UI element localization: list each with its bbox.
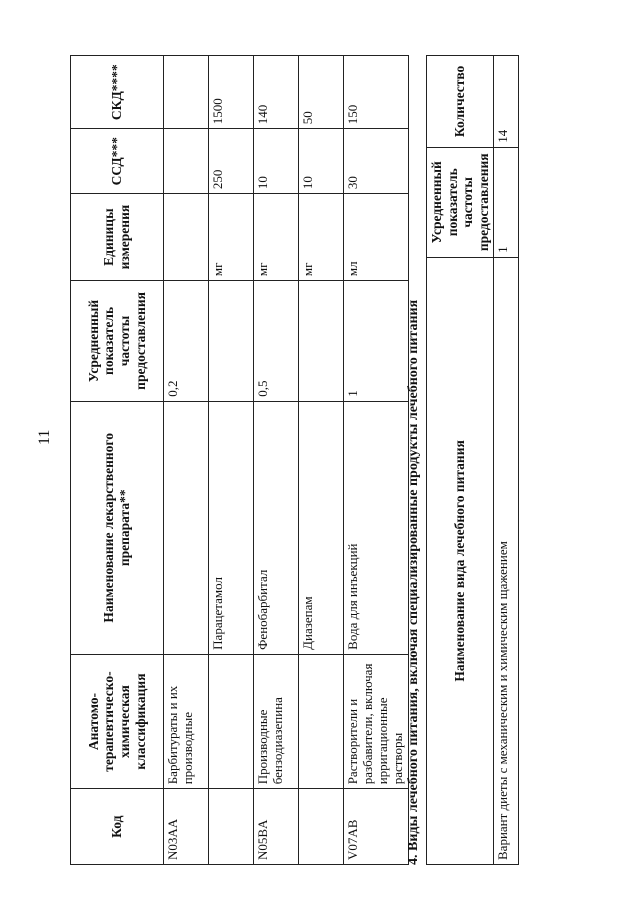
- cell-units: мг: [299, 194, 344, 281]
- cell-drug: Парацетамол: [209, 401, 254, 654]
- table-row: [209, 56, 254, 865]
- cell-units: мг: [209, 194, 254, 281]
- table-header-row: [71, 56, 164, 865]
- cell-skd: 150: [344, 56, 409, 129]
- cell-atx: Растворители и разбавители, включая ирригационные растворы: [344, 654, 409, 788]
- cell-atx: [299, 654, 344, 788]
- cell-drug: Фенобарбитал: [254, 401, 299, 654]
- header-units: Единицы измерения: [71, 194, 164, 281]
- header-frequency: Усредненный показатель частоты предоставления: [427, 147, 494, 257]
- header-skd: СКД****: [71, 56, 164, 129]
- cell-code: N03AA: [164, 789, 209, 865]
- table-row: [164, 56, 209, 865]
- nutrition-table: [426, 55, 519, 865]
- cell-skd: [164, 56, 209, 129]
- section-title: 4. Виды лечебного питания, включая специализированные продукты лечебного питания: [406, 299, 421, 865]
- header-atx: Анатомо-терапевтическо-химическая классификация: [71, 654, 164, 788]
- cell-frequency: 1: [344, 281, 409, 402]
- cell-frequency: 0,2: [164, 281, 209, 402]
- cell-atx: Барбитураты и их производные: [164, 654, 209, 788]
- cell-units: мл: [344, 194, 409, 281]
- cell-frequency: 0,5: [254, 281, 299, 402]
- header-quantity: Количество: [427, 56, 494, 148]
- table-row: [494, 56, 519, 865]
- cell-code: [299, 789, 344, 865]
- cell-drug: Диазепам: [299, 401, 344, 654]
- cell-ssd: 250: [209, 129, 254, 194]
- cell-nutrition-name: Вариант диеты с механическим и химическим щажением: [494, 257, 519, 864]
- cell-drug: [164, 401, 209, 654]
- cell-units: [164, 194, 209, 281]
- cell-skd: 140: [254, 56, 299, 129]
- header-drug-name: Наименование лекарственного препарата**: [71, 401, 164, 654]
- cell-atx: Производные бензодиазепина: [254, 654, 299, 788]
- cell-units: мг: [254, 194, 299, 281]
- cell-frequency: 1: [494, 147, 519, 257]
- cell-frequency: [299, 281, 344, 402]
- cell-code: V07AB: [344, 789, 409, 865]
- cell-code: [209, 789, 254, 865]
- table-row: [299, 56, 344, 865]
- cell-skd: 1500: [209, 56, 254, 129]
- cell-skd: 50: [299, 56, 344, 129]
- table-header-row: [427, 56, 494, 865]
- rotated-content: [70, 35, 610, 865]
- cell-ssd: 30: [344, 129, 409, 194]
- cell-drug: Вода для инъекций: [344, 401, 409, 654]
- table-row: [254, 56, 299, 865]
- table-row: [344, 56, 409, 865]
- header-frequency: Усредненный показатель частоты предоставления: [71, 281, 164, 402]
- cell-quantity: 14: [494, 56, 519, 148]
- cell-ssd: 10: [299, 129, 344, 194]
- cell-ssd: [164, 129, 209, 194]
- header-nutrition-name: Наименование вида лечебного питания: [427, 257, 494, 864]
- cell-atx: [209, 654, 254, 788]
- header-ssd: ССД***: [71, 129, 164, 194]
- cell-frequency: [209, 281, 254, 402]
- page-number: 11: [36, 429, 53, 445]
- medications-table: [70, 55, 409, 865]
- header-code: Код: [71, 789, 164, 865]
- cell-ssd: 10: [254, 129, 299, 194]
- cell-code: N05BA: [254, 789, 299, 865]
